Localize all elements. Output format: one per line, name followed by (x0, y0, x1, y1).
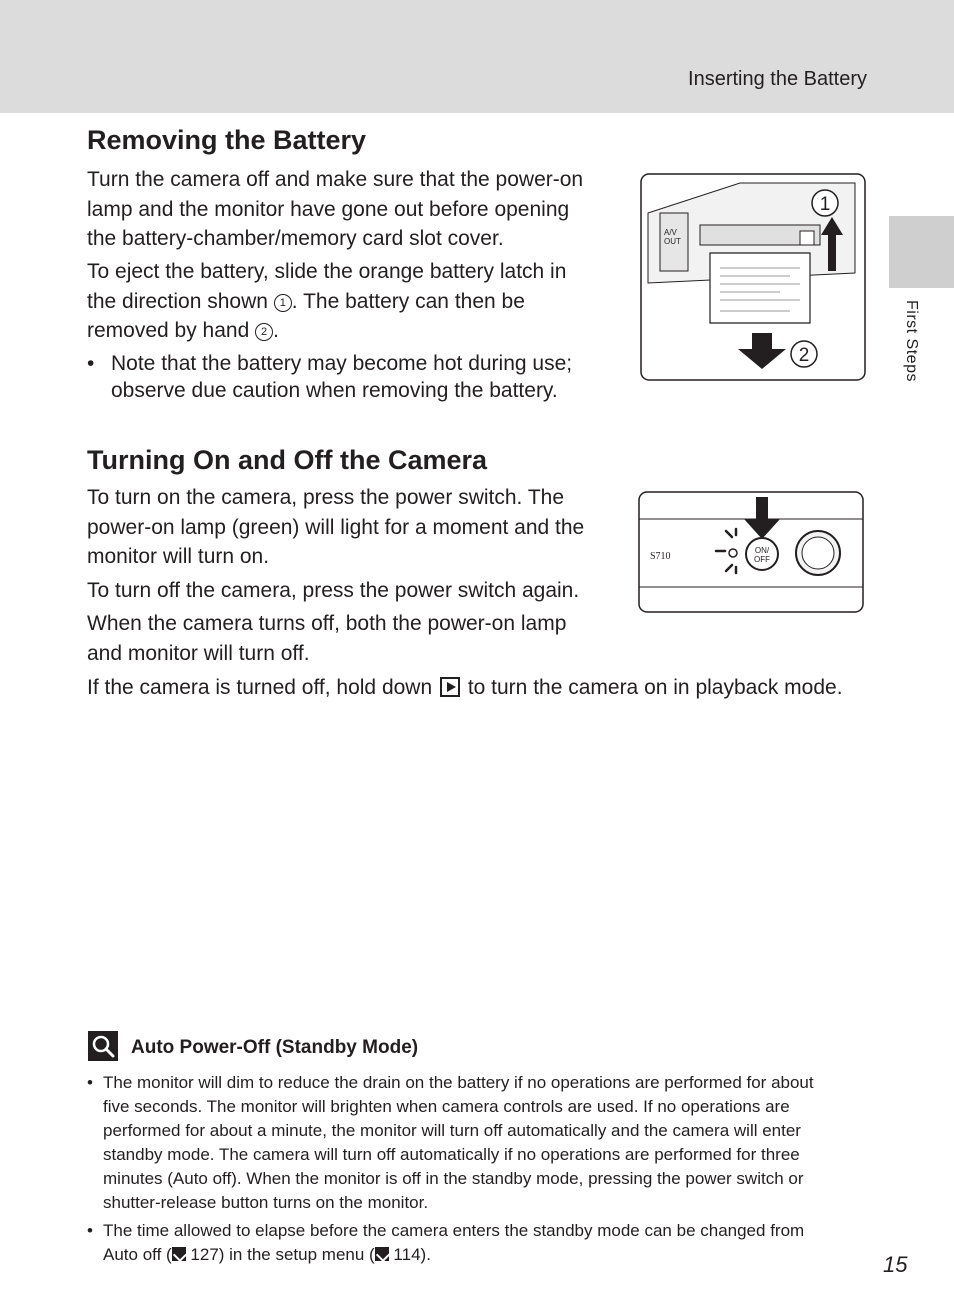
text-run: the direction shown (87, 289, 274, 313)
battery-removal-illustration (640, 173, 866, 382)
battery-latch (800, 231, 814, 245)
bullet-dot: • (87, 1073, 93, 1092)
step-2-marker: 2 (255, 323, 273, 341)
shutter-inner-ring (802, 537, 834, 569)
note-title: Auto Power-Off (Standby Mode) (131, 1037, 419, 1058)
bullet-dot: • (87, 1221, 93, 1240)
page-number: 15 (883, 1252, 908, 1277)
text-line: minutes (Auto off). When the monitor is off in the standby mode, pressing the power switch or (103, 1169, 804, 1188)
bullet-dot: • (87, 352, 95, 375)
note-item-2 (87, 1219, 862, 1269)
model-label: S710 (650, 551, 671, 562)
turning-paragraph-2: To turn off the camera, press the power switch again. (87, 579, 580, 602)
page-reference-icon (172, 1247, 186, 1261)
header-band (0, 0, 954, 113)
text-line: observe due caution when removing the battery. (111, 379, 558, 402)
text-line (103, 1243, 863, 1267)
text-line: the battery-chamber/memory card slot cover. (87, 227, 504, 250)
text-line: lamp and the monitor have gone out before opening (87, 197, 570, 221)
text-run: If the camera is turned off, hold down (87, 676, 438, 699)
text-run: 127) in the setup menu ( (185, 1245, 375, 1264)
text-line: Note that the battery may become hot during use; (111, 352, 573, 375)
running-header: Inserting the Battery (688, 68, 867, 90)
text-line: and monitor will turn off. (87, 641, 310, 665)
text-run: removed by hand (87, 319, 256, 342)
out-label: OUT (664, 237, 681, 246)
side-tab-label: First Steps (903, 300, 920, 382)
text-line: standby mode. The camera will turn off automatically if no operations are performed for three (103, 1145, 800, 1164)
on-label: ON/ (754, 546, 770, 555)
text-line: shutter-release button turns on the monitor. (103, 1193, 429, 1212)
step-1-marker: 1 (274, 294, 292, 312)
note-icon (88, 1031, 118, 1061)
bullet-text (111, 350, 611, 404)
text-line (87, 287, 566, 317)
page-reference-icon (375, 1247, 389, 1261)
text-run: . (273, 319, 279, 342)
text-line: power-on lamp (green) will light for a moment and the (87, 515, 585, 539)
removing-paragraph-1 (87, 165, 583, 254)
text-run: to turn the camera on in playback mode. (461, 676, 843, 699)
note-item-text (103, 1219, 863, 1267)
text-line: When the camera turns off, both the power-on lamp (87, 612, 567, 635)
text-run: . The battery can then be (291, 289, 525, 313)
callout-1-label: 1 (819, 194, 831, 215)
battery-heat-caution (87, 350, 607, 410)
note-item-text (103, 1071, 863, 1215)
text-line: The time allowed to elapse before the camera enters the standby mode can be changed from (103, 1221, 805, 1240)
playback-button-icon (440, 677, 460, 697)
power-on-lamp (729, 549, 737, 557)
turning-paragraph-3 (87, 609, 566, 668)
text-line: To turn on the camera, press the power switch. The (87, 486, 565, 509)
power-switch-illustration (638, 491, 864, 613)
av-label: A/V (664, 228, 677, 237)
text-run: 114). (388, 1245, 431, 1264)
text-line: The monitor will dim to reduce the drain on the battery if no operations are performed for about (103, 1073, 814, 1092)
text-line: To eject the battery, slide the orange battery latch in (87, 260, 567, 283)
removing-paragraph-2 (87, 257, 566, 346)
section-title-removing-battery: Removing the Battery (87, 125, 367, 155)
turning-paragraph-1 (87, 483, 584, 572)
text-run: Auto off ( (103, 1245, 172, 1264)
callout-2-label: 2 (798, 345, 810, 366)
note-item-1 (87, 1071, 862, 1221)
text-line: monitor will turn on. (87, 545, 270, 568)
text-line: five seconds. The monitor will brighten when camera controls are used. If no operations are (103, 1097, 790, 1116)
text-line (87, 316, 566, 346)
off-label: OFF (754, 555, 770, 564)
section-title-turning-on-off: Turning On and Off the Camera (87, 445, 488, 475)
side-tab-marker (889, 216, 954, 288)
turning-paragraph-4 (87, 673, 887, 703)
text-line: performed for about a minute, the monitor will turn off automatically and the camera will enter (103, 1121, 801, 1140)
text-line: Turn the camera off and make sure that the power-on (87, 168, 584, 191)
battery (710, 253, 810, 323)
